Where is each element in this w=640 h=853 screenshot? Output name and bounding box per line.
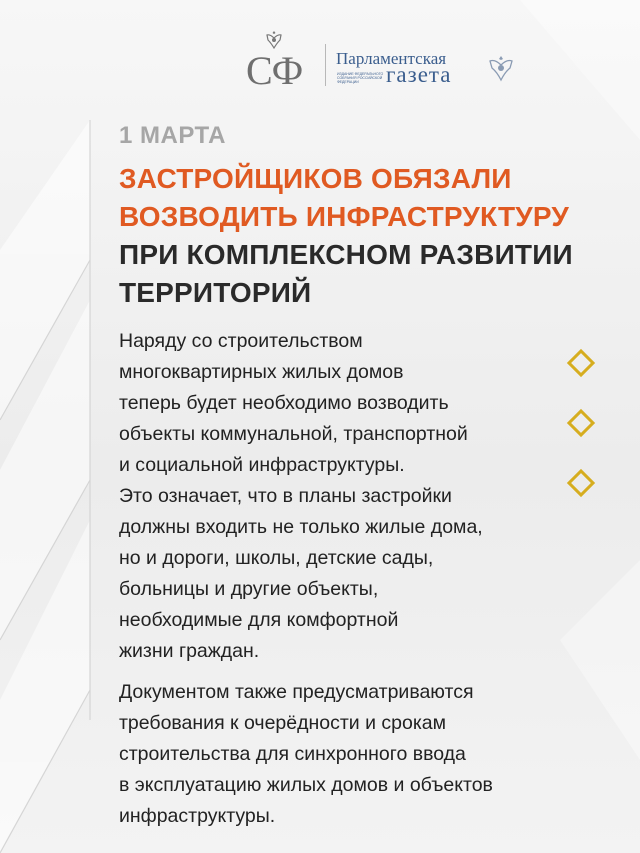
paragraph-line: требования к очерёдности и срокам (119, 712, 447, 734)
paragraph-line: должны входить не только жилые дома, (119, 516, 483, 538)
paragraph-line: Документом также предусматриваются (119, 681, 474, 703)
headline-dark-line: ТЕРРИТОРИЙ (119, 277, 312, 308)
paragraph-line: необходимые для комфортной (119, 609, 399, 631)
sf-logo (246, 30, 302, 92)
paragraph-line: Наряду со строительством (119, 330, 363, 352)
diamond-icon (567, 469, 595, 497)
pg-title-top: Парламентская (336, 49, 447, 68)
headline-accent-line: ЗАСТРОЙЩИКОВ ОБЯЗАЛИ (119, 163, 512, 194)
body-paragraph-1 (119, 326, 559, 667)
date-label: 1 МАРТА (119, 122, 227, 149)
paragraph-line: инфраструктуры. (119, 805, 276, 827)
paragraph-line: теперь будет необходимо возводить (119, 392, 449, 414)
paragraph-line: многоквартирных жилых домов (119, 361, 404, 383)
diamond-icon (567, 409, 595, 437)
paragraph-line: в эксплуатацию жилых домов и объектов (119, 774, 493, 796)
pg-title-bottom: газета (386, 62, 452, 87)
paragraph-line: Это означает, что в планы застройки (119, 485, 452, 507)
pg-subtitle: ИЗДАНИЕ ФЕДЕРАЛЬНОГО СОБРАНИЯ РОССИЙСКОЙ ФЕДЕРАЦИИ (337, 72, 384, 85)
headline (119, 160, 619, 312)
parliamentary-gazette-logo (336, 50, 516, 100)
logo-divider (325, 44, 326, 86)
diamond-decoration (566, 349, 602, 499)
sf-logo-text: СФ (246, 48, 303, 93)
body-paragraph-2 (119, 677, 559, 832)
paragraph-line: объекты коммунальной, транспортной (119, 423, 468, 445)
diamond-icon (567, 349, 595, 377)
paragraph-line: больницы и другие объекты, (119, 578, 379, 600)
paragraph-line: строительства для синхронного ввода (119, 743, 466, 765)
headline-accent-line: ВОЗВОДИТЬ ИНФРАСТРУКТУРУ (119, 201, 570, 232)
paragraph-line: и социальной инфраструктуры. (119, 454, 405, 476)
emblem-icon (488, 54, 514, 82)
paragraph-line: жизни граждан. (119, 640, 260, 662)
paragraph-line: но и дороги, школы, детские сады, (119, 547, 434, 569)
headline-dark-line: ПРИ КОМПЛЕКСНОМ РАЗВИТИИ (119, 239, 573, 270)
emblem-icon (265, 30, 283, 50)
